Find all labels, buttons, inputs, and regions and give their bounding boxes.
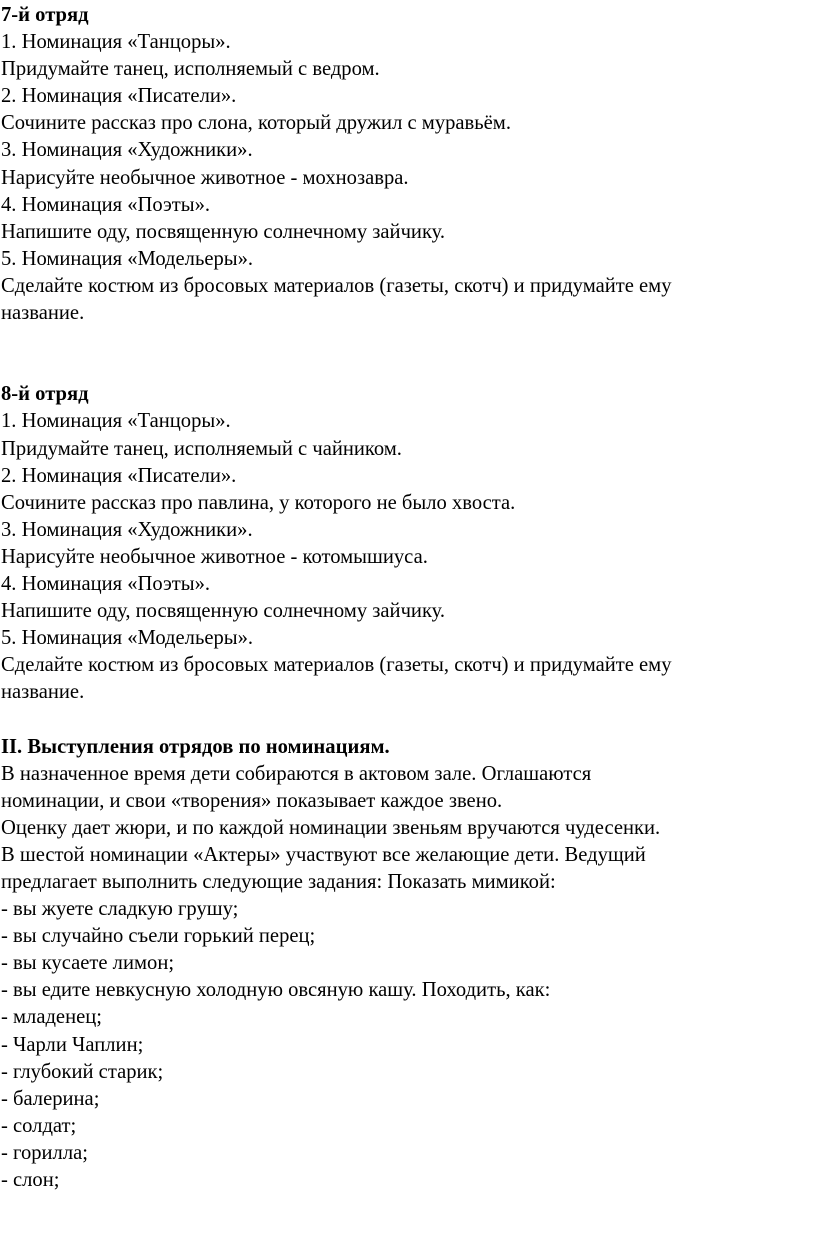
list-item: - вы кусаете лимон; xyxy=(1,952,175,975)
paragraph-line: В назначенное время дети собираются в актовом зале. Оглашаются xyxy=(1,762,592,785)
nomination-task: Сочините рассказ про павлина, у которого не было хвоста. xyxy=(1,491,516,514)
nomination-heading: 5. Номинация «Модельеры». xyxy=(1,627,254,650)
squad-7-section xyxy=(1,2,813,327)
list-item: - вы случайно съели горький перец; xyxy=(1,925,316,948)
nomination-task: Сделайте костюм из бросовых материалов (газеты, скотч) и придумайте ему xyxy=(1,654,672,677)
nomination-heading: 4. Номинация «Поэты». xyxy=(1,572,211,595)
nomination-task: Сделайте костюм из бросовых материалов (газеты, скотч) и придумайте ему xyxy=(1,274,672,297)
list-item: - балерина; xyxy=(1,1087,100,1110)
paragraph-line: В шестой номинации «Актеры» участвуют все желающие дети. Ведущий xyxy=(1,843,646,866)
list-item: - Чарли Чаплин; xyxy=(1,1033,144,1056)
nomination-task: Нарисуйте необычное животное - котомышиуса. xyxy=(1,545,428,568)
nomination-heading: 1. Номинация «Танцоры». xyxy=(1,410,231,433)
list-item: - глубокий старик; xyxy=(1,1060,164,1083)
list-item: - солдат; xyxy=(1,1114,77,1137)
section-title: II. Выступления отрядов по номинациям. xyxy=(1,735,390,758)
list-item: - вы жуете сладкую грушу; xyxy=(1,898,239,921)
nomination-heading: 2. Номинация «Писатели». xyxy=(1,85,237,108)
nomination-task: Напишите оду, посвященную солнечному зайчику. xyxy=(1,220,446,243)
nomination-heading: 4. Номинация «Поэты». xyxy=(1,193,211,216)
list-item: - младенец; xyxy=(1,1006,102,1029)
blank-line xyxy=(1,354,813,381)
nomination-task-continued: название. xyxy=(1,681,85,704)
nomination-task: Придумайте танец, исполняемый с ведром. xyxy=(1,58,380,81)
blank-line xyxy=(1,706,813,733)
nomination-task: Нарисуйте необычное животное - мохнозавра. xyxy=(1,166,409,189)
nomination-heading: 3. Номинация «Художники». xyxy=(1,518,253,541)
document-page xyxy=(1,2,813,1194)
list-item: - вы едите невкусную холодную овсяную кашу. Походить, как: xyxy=(1,979,551,1002)
section-title: 8-й отряд xyxy=(1,383,89,406)
nomination-heading: 3. Номинация «Художники». xyxy=(1,139,253,162)
squad-8-section xyxy=(1,381,813,706)
paragraph-line: Оценку дает жюри, и по каждой номинации звеньям вручаются чудесенки. xyxy=(1,816,661,839)
section-title: 7-й отряд xyxy=(1,4,89,26)
blank-line xyxy=(1,327,813,354)
nomination-heading: 2. Номинация «Писатели». xyxy=(1,464,237,487)
list-item: - горилла; xyxy=(1,1141,88,1164)
nomination-task: Сочините рассказ про слона, который дружил с муравьём. xyxy=(1,112,511,135)
nomination-task: Придумайте танец, исполняемый с чайником. xyxy=(1,437,402,460)
nomination-task: Напишите оду, посвященную солнечному зайчику. xyxy=(1,600,446,623)
nomination-heading: 1. Номинация «Танцоры». xyxy=(1,31,231,54)
performances-section xyxy=(1,734,813,1195)
nomination-task-continued: название. xyxy=(1,302,85,325)
list-item: - слон; xyxy=(1,1169,60,1192)
paragraph-line: номинации, и свои «творения» показывает каждое звено. xyxy=(1,789,503,812)
nomination-heading: 5. Номинация «Модельеры». xyxy=(1,247,254,270)
paragraph-line: предлагает выполнить следующие задания: Показать мимикой: xyxy=(1,871,556,893)
